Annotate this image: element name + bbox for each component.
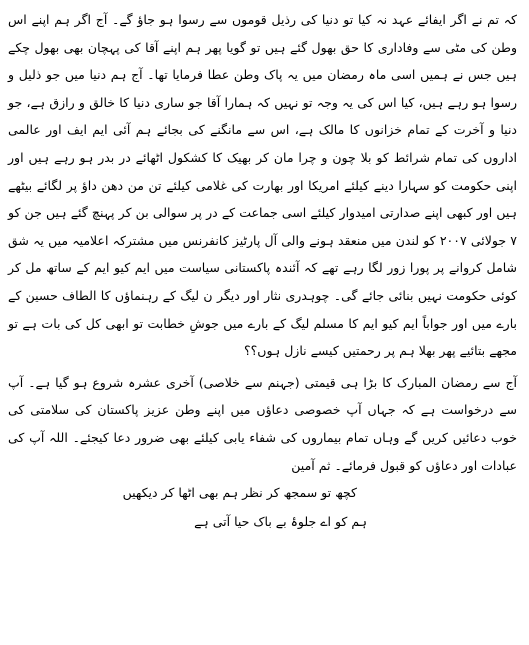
article-paragraph-main: کہ تم نے اگر ایفائے عہد نہ کیا تو دنیا کی رذیل قوموں سے رسوا ہو جاؤ گے۔ آج اگر ہم اپنے اس وطن کی مٹی سے وفاداری کا حق بھول گئے ہیں تو گویا پھر ہم اپنے آقا کی پہچان بھی بھول چکے ہیں جس نے ہمیں اسی ماہ رمضان میں یہ پاک وطن عطا فرمایا تھا۔ آج ہم دنیا میں جو ذلیل و رسوا ہو رہے ہیں، کیا اس کی یہ وجہ تو نہیں کہ ہمارا آقا جو ساری دنیا کا خالق و رازق ہے، جو دنیا و آخرت کے تمام خزانوں کا مالک ہے، اس سے مانگنے کی بجائے ہم آئی ایم ایف اور عالمی اداروں کی تمام شرائط کو بلا چون و چرا مان کر بھیک کا کشکول اٹھائے در بدر ہو رہے ہیں اور اپنی حکومت کو سہارا دینے کیلئے امریکا اور بھارت کی غلامی کیلئے تن من دھن داؤ پر لگائے بیٹھے ہیں اور کبھی اپنے صدارتی امیدوار کیلئے اسی جماعت کے در پر سوالی بن کر پہنچ گئے ہیں جن کو ۷ جولائی ۲۰۰۷ کو لندن میں منعقد ہونے والی آل پارٹیز کانفرنس میں مشترکہ اعلامیہ میں یہ شق شامل کروانے پر پورا زور لگا رہے تھے کہ آئندہ پاکستانی سیاست میں ایم کیو ایم کے ساتھ مل کر کوئی حکومت نہیں بنائی جائے گی۔ چوہدری نثار اور دیگر ن لیگ کے رہنماؤں کا الطاف حسین کے بارے میں اور جواباً ایم کیو ایم کا مسلم لیگ کے بارے میں جوشِ خطابت تو ابھی کل کی بات ہے تو مجھے بتائیے پھر بھلا ہم پر رحمتیں کیسے نازل ہوں؟؟ [8,12,517,359]
verse-line-2: ہم کو اے جلوۂ بے باک حیا آتی ہے [194,514,367,530]
article-paragraph-ramadan: آج سے رمضان المبارک کا بڑا ہی قیمتی (جہنم سے خلاصی) آخری عشرہ شروع ہو گیا ہے۔ آپ سے درخواست ہے کہ جہاں آپ خصوصی دعاؤں میں اپنے وطن عزیز پاکستان کی سلامتی کی خوب دعائیں کریں گے وہاں تمام بیماروں کی شفاء یابی کیلئے بھی ضرور دعا کیجئے۔ اللہ آپ کی عبادات اور دعاؤں کو قبول فرمائے۔ ثم آمین [8,374,517,473]
verse-line-1: کچھ تو سمجھ کر نظر ہم بھی اٹھا کر دیکھیں [122,485,357,501]
